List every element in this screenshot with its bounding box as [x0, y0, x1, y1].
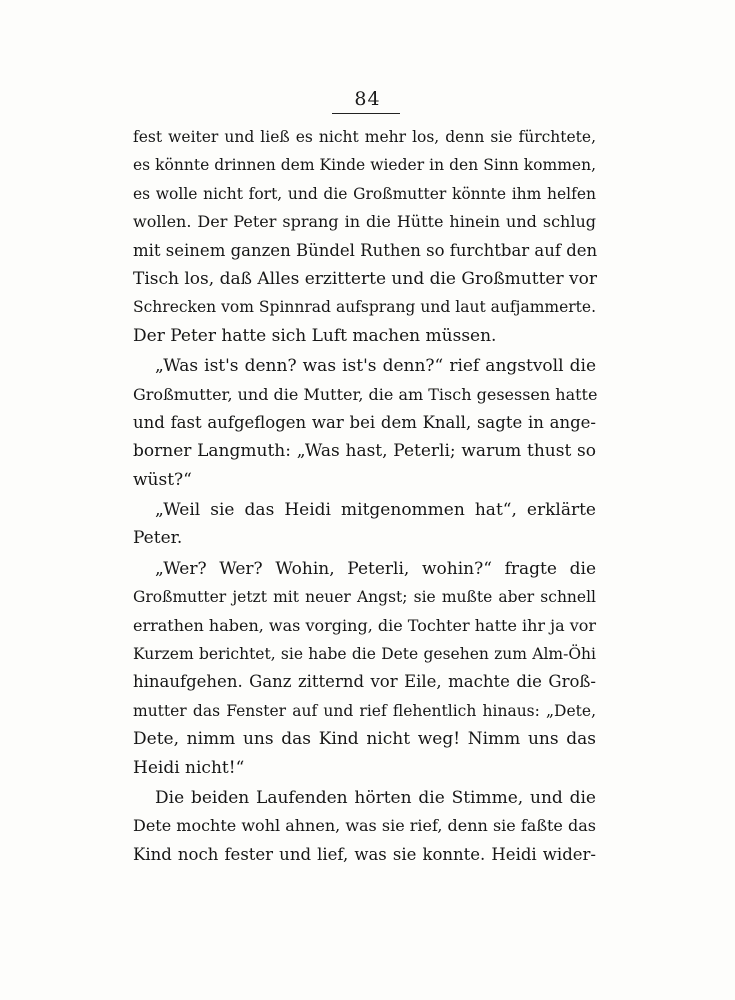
text-line: „Weil sie das Heidi mitgenommen hat“, erklärte — [155, 500, 596, 521]
text-line: wollen. Der Peter sprang in die Hütte hinein und schlug — [133, 212, 596, 232]
text-line: Dete mochte wohl ahnen, was sie rief, denn sie faßte das — [133, 816, 596, 836]
text-line: „Wer? Wer? Wohin, Peterli, wohin?“ fragte die — [155, 558, 596, 579]
text-line: Der Peter hatte sich Luft machen müssen. — [133, 325, 497, 346]
text-line: wüst?“ — [133, 469, 192, 490]
text-line: Großmutter jetzt mit neuer Angst; sie mußte aber schnell — [133, 588, 596, 607]
text-line: hinaufgehen. Ganz zitternd vor Eile, machte die Groß- — [133, 672, 596, 692]
text-line: Großmutter, und die Mutter, die am Tisch gesessen hatte — [133, 384, 598, 404]
text-line: Schrecken vom Spinnrad aufsprang und laut aufjammerte. — [133, 298, 596, 317]
text-line: es wolle nicht fort, und die Großmutter könnte ihm helfen — [133, 184, 596, 203]
header-rule — [332, 113, 400, 114]
text-line: Die beiden Laufenden hörten die Stimme, und die — [155, 787, 596, 808]
text-line: Kind noch fester und lief, was sie konnte. Heidi wider- — [133, 844, 596, 864]
text-line: Tisch los, daß Alles erzitterte und die Großmutter vor — [133, 268, 597, 289]
text-line: Heidi nicht!“ — [133, 757, 245, 778]
page-number: 84 — [354, 88, 381, 110]
body-text — [133, 123, 596, 869]
text-line: und fast aufgeflogen war bei dem Knall, sagte in ange- — [133, 412, 596, 432]
text-line: es könnte drinnen dem Kinde wieder in den Sinn kommen, — [133, 156, 596, 175]
text-line: mutter das Fenster auf und rief flehentlich hinaus: „Dete, — [133, 701, 596, 720]
text-line: „Was ist's denn? was ist's denn?“ rief angstvoll die — [155, 356, 596, 377]
text-line: borner Langmuth: „Was hast, Peterli; warum thust so — [133, 441, 596, 462]
text-line: Kurzem berichtet, sie habe die Dete gesehen zum Alm-Öhi — [133, 645, 596, 664]
text-line: fest weiter und ließ es nicht mehr los, denn sie fürchtete, — [133, 128, 596, 146]
page-header — [0, 88, 735, 110]
text-line: Peter. — [133, 528, 183, 549]
text-line: Dete, nimm uns das Kind nicht weg! Nimm uns das — [133, 729, 596, 750]
text-line: errathen haben, was vorging, die Tochter hatte ihr ja vor — [133, 615, 597, 635]
text-line: mit seinem ganzen Bündel Ruthen so furchtbar auf den — [133, 240, 598, 260]
